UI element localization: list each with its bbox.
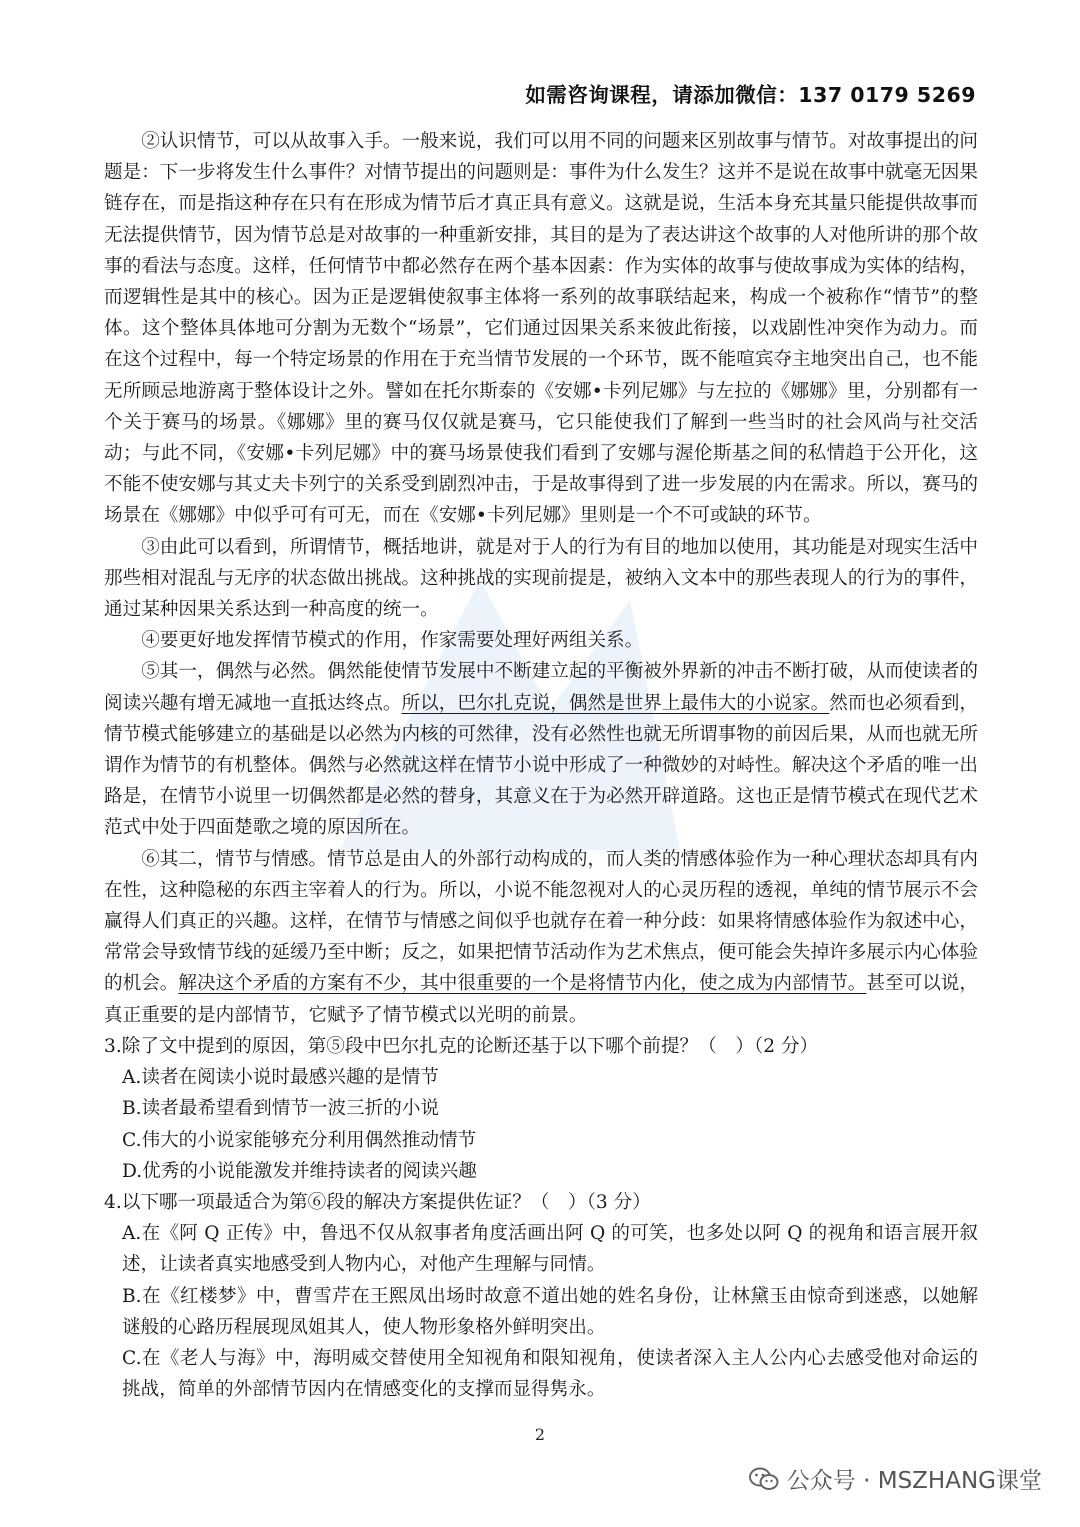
question-4-option-c: C.在《老人与海》中，海明威交替使用全知视角和限知视角，使读者深入主人公内心去感受他对命运的挑战，简单的外部情节因内在情感变化的支撑而显得隽永。: [122, 1347, 978, 1401]
paragraph-2: ②认识情节，可以从故事入手。一般来说，我们可以用不同的问题来区别故事与情节。对故事提出的问题是：下一步将发生什么事件？对情节提出的问题则是：事件为什么发生？这并不是说在故事中就毫无因果链存在，而是指这种存在只有在形成为情节后才真正具有意义。这就是说，生活本身充其量只能提供故事而无法提供情节，因为情节总是对故事的一种重新安排，其目的是为了表达讲这个故事的人对他所讲的那个故事的看法与态度。这样，任何情节中都必然存在两个基本因素：作为实体的故事与使故事成为实体的结构，而逻辑性是其中的核心。因为正是逻辑使叙事主体将一系列的故事联结起来，构成一个被称作“情节”的整体。这个整体具体地可分割为无数个“场景”，它们通过因果关系来彼此衔接，以戏剧性冲突作为动力。而在这个过程中，每一个特定场景的作用在于充当情节发展的一个环节，既不能喧宾夺主地突出自己，也不能无所顾忌地游离于整体设计之外。譬如在托尔斯泰的《安娜•卡列尼娜》与左拉的《娜娜》里，分别都有一个关于赛马的场景。《娜娜》里的赛马仅仅就是赛马，它只能使我们了解到一些当时的社会风尚与社交活动；与此不同，《安娜•卡列尼娜》中的赛马场景使我们看到了安娜与渥伦斯基之间的私情趋于公开化，这不能不使安娜与其丈夫卡列宁的关系受到剧烈冲击，于是故事得到了进一步发展的内在需求。所以，赛马的场景在《娜娜》中似乎可有可无，而在《安娜•卡列尼娜》里则是一个不可或缺的环节。: [104, 131, 978, 527]
question-3-stem: 3.除了文中提到的原因，第⑤段中巴尔扎克的论断还基于以下哪个前提？（ ）（2 分）: [104, 1035, 819, 1057]
page-number: 2: [534, 1425, 546, 1444]
question-4-option-b: B.在《红楼梦》中，曹雪芹在王熙凤出场时故意不道出她的姓名身份，让林黛玉由惊奇到迷惑，以她解谜般的心路历程展现凤姐其人，使人物形象格外鲜明突出。: [122, 1285, 978, 1338]
paragraph-6-underlined: 解决这个矛盾的方案有不少，其中很重要的一个是将情节内化，使之成为内部情节。: [178, 973, 867, 995]
wechat-icon: [749, 1466, 779, 1492]
footer-watermark-text: 公众号 · MSZHANG课堂: [786, 1468, 1042, 1494]
paragraph-6-post: 甚至可以说，真正重要的是内部情节，它赋予了情节模式以光明的前景。: [104, 973, 978, 1026]
paragraph-5-pre: ⑤其一，偶然与必然。偶然能使情节发展中不断建立起的平衡被外界新的冲击不断打破，从而使读者的阅读兴趣有增无减地一直抵达终点。: [104, 661, 978, 714]
question-3-option-a: A.读者在阅读小说时最感兴趣的是情节: [122, 1067, 439, 1089]
paragraph-5-underlined: 所以，巴尔扎克说，偶然是世界上最伟大的小说家。: [401, 692, 830, 714]
question-3-option-b: B.读者最希望看到情节一波三折的小说: [122, 1098, 440, 1120]
footer-watermark: [749, 1462, 1042, 1495]
paragraph-6-pre: ⑥其二，情节与情感。情节总是由人的外部行动构成的，而人类的情感体验作为一种心理状态却具有内在性，这种隐秘的东西主宰着人的行为。所以，小说不能忽视对人的心灵历程的透视，单纯的情节展示不会赢得人们真正的兴趣。这样，在情节与情感之间似乎也就存在着一种分歧：如果将情感体验作为叙述中心，常常会导致情节线的延缓乃至中断；反之，如果把情节活动作为艺术焦点，便可能会失掉许多展示内心体验的机会。: [104, 848, 978, 995]
paragraph-5-post: 然而也必须看到，情节模式能够建立的基础是以必然为内核的可然律，没有必然性也就无所谓事物的前因后果，从而也就无所谓作为情节的有机整体。偶然与必然就这样在情节小说中形成了一种微妙的对峙性。解决这个矛盾的唯一出路是，在情节小说里一切偶然都是必然的替身，其意义在于为必然开辟道路。这也正是情节模式在现代艺术范式中处于四面楚歌之境的原因所在。: [104, 692, 978, 839]
paragraph-4: ④要更好地发挥情节模式的作用，作家需要处理好两组关系。: [141, 630, 644, 652]
question-3-option-c: C.伟大的小说家能够充分利用偶然推动情节: [122, 1129, 477, 1151]
contact-header: 如需咨询课程，请添加微信：137 0179 5269: [525, 83, 976, 107]
question-4-stem: 4.以下哪一项最适合为第⑥段的解决方案提供佐证？（ ）（3 分）: [104, 1191, 651, 1213]
question-4-option-a: A.在《阿 Q 正传》中，鲁迅不仅从叙事者角度活画出阿 Q 的可笑，也多处以阿 Q 的视角和语言展开叙述，让读者真实地感受到人物内心，对他产生理解与同情。: [122, 1223, 978, 1276]
question-3-option-d: D.优秀的小说能激发并维持读者的阅读兴趣: [122, 1160, 477, 1182]
paragraph-5: [104, 656, 978, 843]
paragraph-3: ③由此可以看到，所谓情节，概括地讲，就是对于人的行为有目的地加以使用，其功能是对现实生活中那些相对混乱与无序的状态做出挑战。这种挑战的实现前提是，被纳入文本中的那些表现人的行为的事件，通过某种因果关系达到一种高度的统一。: [104, 536, 978, 621]
document-body: [104, 126, 978, 1405]
paragraph-6: [104, 844, 978, 1031]
